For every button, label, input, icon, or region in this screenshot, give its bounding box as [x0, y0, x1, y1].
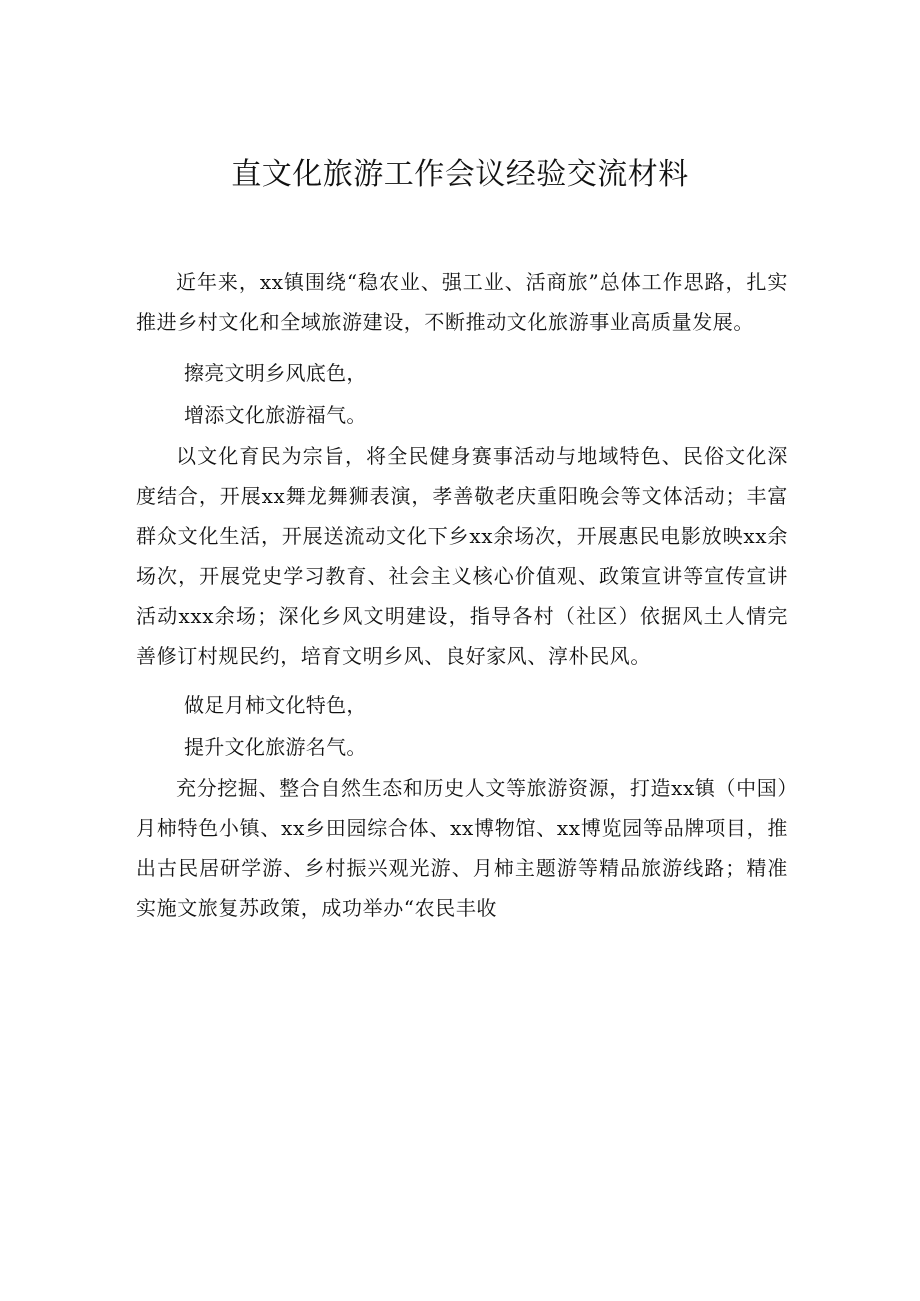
- document-body: [136, 262, 788, 928]
- section2-heading-line2: 提升文化旅游名气。: [184, 735, 367, 759]
- intro-paragraph: 近年来，xx镇围绕“稳农业、强工业、活商旅”总体工作思路，扎实推进乡村文化和全域旅游建设，不断推动文化旅游事业高质量发展。: [136, 270, 788, 334]
- section2-paragraph: 充分挖掘、整合自然生态和历史人文等旅游资源，打造xx镇（中国）月柿特色小镇、xx乡田园综合体、xx博物馆、xx博览园等品牌项目，推出古民居研学游、乡村振兴观光游、月柿主题游等精品旅游线路；精准实施文旅复苏政策，成功举办“农民丰收: [136, 776, 788, 920]
- section1-heading: [136, 352, 788, 436]
- section2-heading-line1: 做足月柿文化特色，: [184, 693, 367, 717]
- section1-paragraph: 以文化育民为宗旨，将全民健身赛事活动与地域特色、民俗文化深度结合，开展xx舞龙舞狮表演，孝善敬老庆重阳晚会等文体活动；丰富群众文化生活，开展送流动文化下乡xx余场次，开展惠民电影放映xx余场次，开展党史学习教育、社会主义核心价值观、政策宣讲等宣传宣讲活动xxx余场；深化乡风文明建设，指导各村（社区）依据风土人情完善修订村规民约，培育文明乡风、良好家风、淳朴民风。: [136, 444, 788, 668]
- section1-heading-line2: 增添文化旅游福气。: [184, 403, 367, 427]
- section2-heading: [136, 684, 788, 768]
- section1-heading-line1: 擦亮文明乡风底色，: [184, 361, 367, 385]
- document-title: 直文化旅游工作会议经验交流材料: [231, 157, 689, 192]
